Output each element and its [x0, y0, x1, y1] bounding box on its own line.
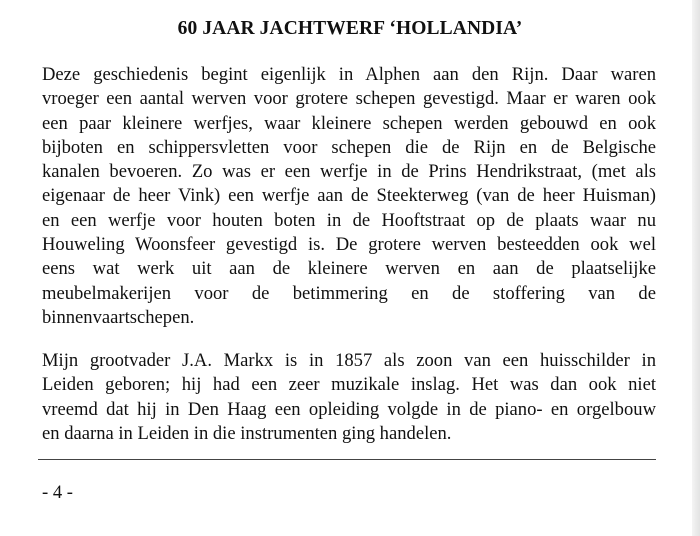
- paragraph-line: vroeger een aantal werven voor grotere schepen gevestigd. Maar er waren ook: [42, 88, 656, 110]
- paragraph-2: [42, 349, 656, 446]
- footer-divider: [38, 459, 656, 460]
- paragraph-line: Houweling Woonsfeer gevestigd is. De grotere werven besteedden ook wel: [42, 234, 656, 256]
- page-edge-shadow: [692, 0, 700, 536]
- paragraph-line: een paar kleinere werfjes, waar kleinere schepen werden gebouwd en ook: [42, 112, 656, 134]
- paragraph-line: eens wat werk uit aan de kleinere werven en aan de plaatselijke: [42, 258, 656, 280]
- paragraph-line: vreemd dat hij in Den Haag een opleiding volgde in de piano- en orgelbouw: [42, 398, 656, 420]
- paragraph-line: Leiden geboren; hij had een zeer muzikale inslag. Het was dan ook niet: [42, 374, 656, 396]
- paragraph-line: meubelmakerijen voor de betimmering en de stoffering van de: [42, 282, 656, 304]
- paragraph-line: Deze geschiedenis begint eigenlijk in Alphen aan den Rijn. Daar waren: [42, 64, 656, 85]
- paragraph-1: [42, 63, 656, 330]
- page-number: - 4 -: [42, 482, 73, 503]
- paragraph-line: eigenaar de heer Vink) een werfje aan de Steekterweg (van de heer Huisman): [42, 185, 656, 207]
- paragraph-line: kanalen bevoeren. Zo was er een werfje in de Prins Hendrikstraat, (met als: [42, 161, 656, 183]
- paragraph-line: en daarna in Leiden in die instrumenten ging handelen.: [42, 422, 452, 444]
- paragraph-line: Mijn grootvader J.A. Markx is in 1857 als zoon van een huisschilder in: [42, 350, 656, 371]
- paragraph-line: binnenvaartschepen.: [42, 306, 195, 328]
- paragraph-line: en een werfje voor houten boten in de Hooftstraat op de plaats waar nu: [42, 209, 656, 231]
- paragraph-line: bijboten en schippersvletten voor schepen die de Rijn en de Belgische: [42, 136, 656, 158]
- page-title: 60 JAAR JACHTWERF ‘HOLLANDIA’: [177, 18, 523, 39]
